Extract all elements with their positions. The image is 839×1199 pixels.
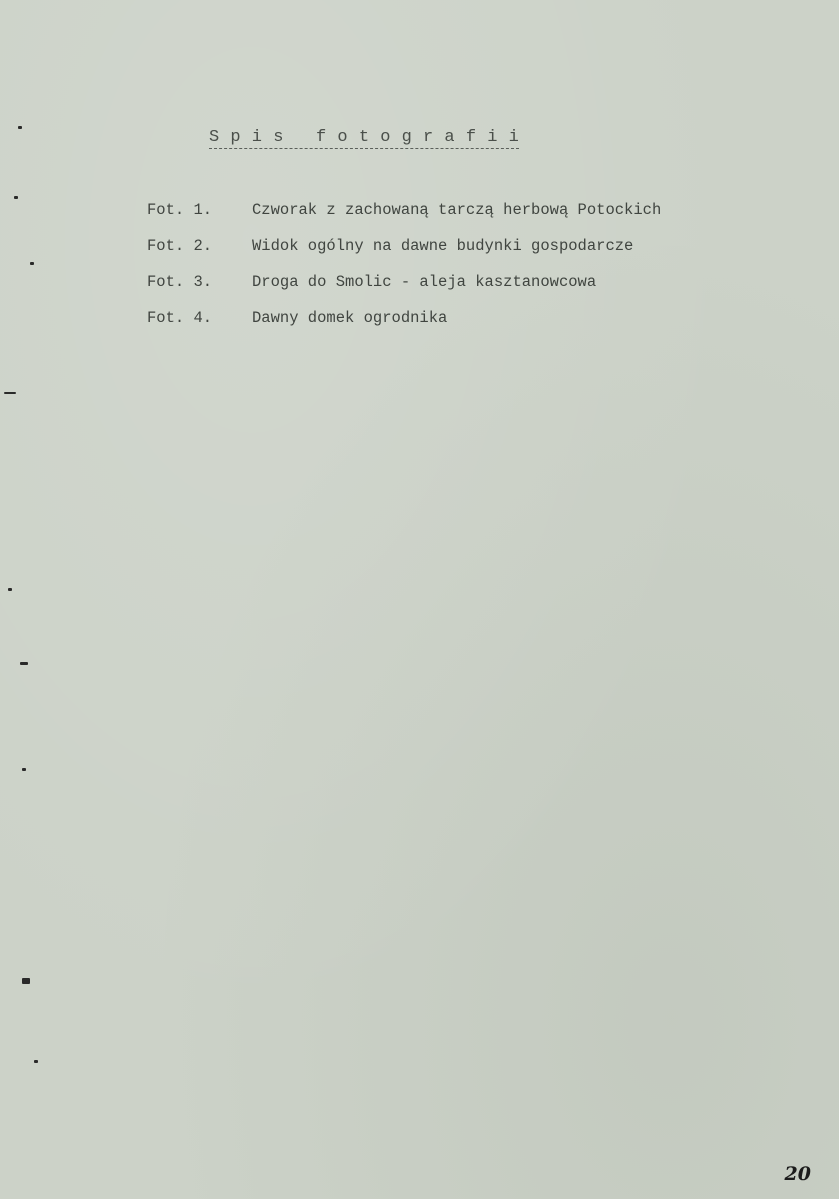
- page-title: S p i s f o t o g r a f i i: [209, 128, 520, 147]
- photo-description: Droga do Smolic - aleja kasztanowcowa: [252, 273, 597, 291]
- photo-description: Czworak z zachowaną tarczą herbową Potockich: [252, 201, 662, 219]
- binding-hole-mark: [8, 588, 12, 591]
- photo-description: Widok ogólny na dawne budynki gospodarcze: [252, 237, 634, 255]
- list-item: [147, 198, 661, 234]
- photo-description: Dawny domek ogrodnika: [252, 309, 448, 327]
- photo-number: Fot. 3.: [147, 273, 213, 291]
- list-item: [147, 306, 661, 342]
- binding-hole-mark: [20, 662, 28, 665]
- binding-hole-mark: [4, 392, 16, 394]
- page-number: 20: [784, 1163, 811, 1185]
- photo-number: Fot. 1.: [147, 201, 213, 219]
- photo-number: Fot. 4.: [147, 309, 213, 327]
- list-item: [147, 234, 661, 270]
- photo-number: Fot. 2.: [147, 237, 213, 255]
- list-item: [147, 270, 661, 306]
- binding-hole-mark: [18, 126, 22, 129]
- binding-hole-mark: [14, 196, 18, 199]
- binding-hole-mark: [22, 978, 30, 984]
- photo-list: [147, 198, 661, 342]
- binding-hole-mark: [30, 262, 34, 265]
- binding-hole-mark: [34, 1060, 38, 1063]
- binding-hole-mark: [22, 768, 26, 771]
